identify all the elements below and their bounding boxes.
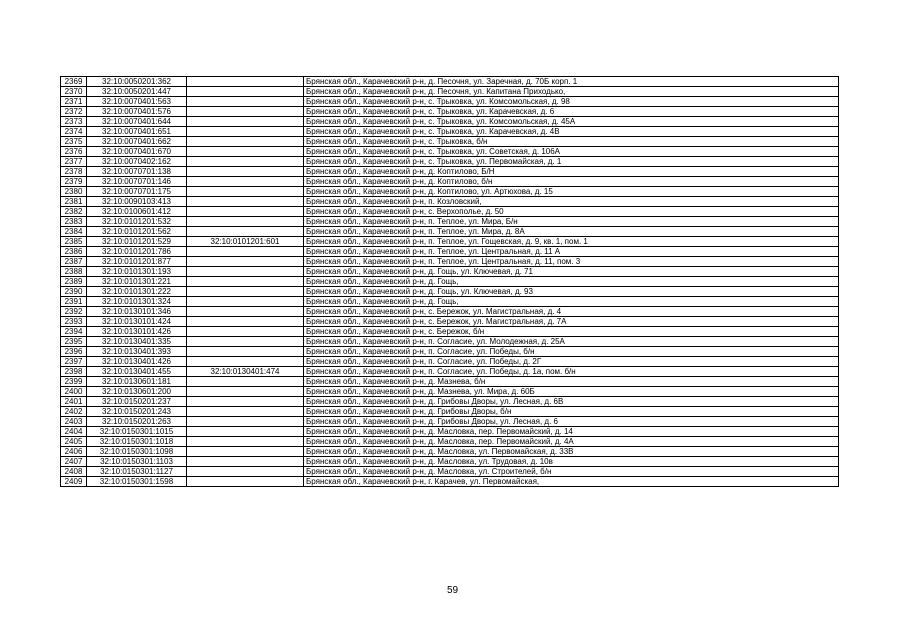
row-number-cell: 2397 (61, 357, 87, 367)
row-number-cell: 2378 (61, 167, 87, 177)
row-number-cell: 2383 (61, 217, 87, 227)
cadastral-number-cell: 32:10:0070401:670 (87, 147, 187, 157)
related-cadastral-number-cell (187, 137, 304, 147)
row-number-cell: 2405 (61, 437, 87, 447)
related-cadastral-number-cell (187, 277, 304, 287)
related-cadastral-number-cell (187, 287, 304, 297)
cadastral-number-cell: 32:10:0101301:193 (87, 267, 187, 277)
address-cell: Брянская обл., Карачевский р-н, с. Трыковка, б/н (304, 137, 839, 147)
row-number-cell: 2388 (61, 267, 87, 277)
table-row (61, 467, 839, 477)
table-row (61, 117, 839, 127)
row-number-cell: 2386 (61, 247, 87, 257)
related-cadastral-number-cell (187, 377, 304, 387)
related-cadastral-number-cell (187, 87, 304, 97)
cadastral-number-cell: 32:10:0130601:200 (87, 387, 187, 397)
cadastral-number-cell: 32:10:0101201:562 (87, 227, 187, 237)
row-number-cell: 2396 (61, 347, 87, 357)
address-cell: Брянская обл., Карачевский р-н, п. Согласие, ул. Победы, д. 2Г (304, 357, 839, 367)
row-number-cell: 2403 (61, 417, 87, 427)
cadastral-number-cell: 32:10:0070701:138 (87, 167, 187, 177)
cadastral-number-cell: 32:10:0070701:146 (87, 177, 187, 187)
row-number-cell: 2387 (61, 257, 87, 267)
related-cadastral-number-cell (187, 197, 304, 207)
register-table-body (61, 77, 839, 487)
related-cadastral-number-cell (187, 267, 304, 277)
cadastral-number-cell: 32:10:0070401:662 (87, 137, 187, 147)
address-cell: Брянская обл., Карачевский р-н, с. Трыковка, ул. Советская, д. 106А (304, 147, 839, 157)
related-cadastral-number-cell (187, 357, 304, 367)
related-cadastral-number-cell (187, 397, 304, 407)
cadastral-number-cell: 32:10:0101301:221 (87, 277, 187, 287)
related-cadastral-number-cell (187, 217, 304, 227)
row-number-cell: 2372 (61, 107, 87, 117)
related-cadastral-number-cell (187, 187, 304, 197)
related-cadastral-number-cell (187, 297, 304, 307)
related-cadastral-number-cell: 32:10:0101201:601 (187, 237, 304, 247)
row-number-cell: 2369 (61, 77, 87, 87)
cadastral-number-cell: 32:10:0100601:412 (87, 207, 187, 217)
address-cell: Брянская обл., Карачевский р-н, д. Гощь, (304, 297, 839, 307)
cadastral-number-cell: 32:10:0070401:563 (87, 97, 187, 107)
table-row (61, 267, 839, 277)
address-cell: Брянская обл., Карачевский р-н, д. Грибовы Дворы, б/н (304, 407, 839, 417)
row-number-cell: 2393 (61, 317, 87, 327)
table-row (61, 87, 839, 97)
related-cadastral-number-cell (187, 117, 304, 127)
row-number-cell: 2376 (61, 147, 87, 157)
related-cadastral-number-cell (187, 207, 304, 217)
related-cadastral-number-cell (187, 387, 304, 397)
address-cell: Брянская обл., Карачевский р-н, д. Гощь, ул. Ключевая, д. 71 (304, 267, 839, 277)
table-row (61, 107, 839, 117)
related-cadastral-number-cell: 32:10:0130401:474 (187, 367, 304, 377)
row-number-cell: 2374 (61, 127, 87, 137)
cadastral-number-cell: 32:10:0150301:1015 (87, 427, 187, 437)
address-cell: Брянская обл., Карачевский р-н, д. Гощь, (304, 277, 839, 287)
cadastral-number-cell: 32:10:0070401:651 (87, 127, 187, 137)
table-row (61, 307, 839, 317)
address-cell: Брянская обл., Карачевский р-н, п. Козловский, (304, 197, 839, 207)
cadastral-number-cell: 32:10:0150201:243 (87, 407, 187, 417)
cadastral-number-cell: 32:10:0101301:324 (87, 297, 187, 307)
address-cell: Брянская обл., Карачевский р-н, с. Бережок, ул. Магистральная, д. 7А (304, 317, 839, 327)
cadastral-number-cell: 32:10:0150201:237 (87, 397, 187, 407)
table-row (61, 417, 839, 427)
address-cell: Брянская обл., Карачевский р-н, д. Масловка, ул. Первомайская, д. 33В (304, 447, 839, 457)
cadastral-number-cell: 32:10:0070402:162 (87, 157, 187, 167)
table-row (61, 457, 839, 467)
table-row (61, 77, 839, 87)
row-number-cell: 2398 (61, 367, 87, 377)
related-cadastral-number-cell (187, 97, 304, 107)
row-number-cell: 2380 (61, 187, 87, 197)
table-row (61, 287, 839, 297)
row-number-cell: 2404 (61, 427, 87, 437)
page-number: 59 (446, 585, 459, 596)
address-cell: Брянская обл., Карачевский р-н, с. Трыковка, ул. Карачевская, д. 4В (304, 127, 839, 137)
row-number-cell: 2401 (61, 397, 87, 407)
related-cadastral-number-cell (187, 427, 304, 437)
related-cadastral-number-cell (187, 447, 304, 457)
table-row (61, 277, 839, 287)
related-cadastral-number-cell (187, 177, 304, 187)
table-row (61, 387, 839, 397)
address-cell: Брянская обл., Карачевский р-н, п. Согласие, ул. Молодежная, д. 25А (304, 337, 839, 347)
address-cell: Брянская обл., Карачевский р-н, д. Коптилово, Б/Н (304, 167, 839, 177)
row-number-cell: 2406 (61, 447, 87, 457)
table-row (61, 147, 839, 157)
table-row (61, 127, 839, 137)
address-cell: Брянская обл., Карачевский р-н, с. Трыковка, ул. Карачевская, д. 6 (304, 107, 839, 117)
cadastral-number-cell: 32:10:0090103:413 (87, 197, 187, 207)
address-cell: Брянская обл., Карачевский р-н, д. Масловка, пер. Первомайский, д. 4А (304, 437, 839, 447)
address-cell: Брянская обл., Карачевский р-н, п. Теплое, ул. Мира, Б/н (304, 217, 839, 227)
related-cadastral-number-cell (187, 157, 304, 167)
address-cell: Брянская обл., Карачевский р-н, п. Теплое, ул. Центральная, д. 11, пом. 3 (304, 257, 839, 267)
table-row (61, 477, 839, 487)
cadastral-number-cell: 32:10:0130101:426 (87, 327, 187, 337)
address-cell: Брянская обл., Карачевский р-н, с. Бережок, б/н (304, 327, 839, 337)
address-cell: Брянская обл., Карачевский р-н, с. Бережок, ул. Магистральная, д. 4 (304, 307, 839, 317)
address-cell: Брянская обл., Карачевский р-н, д. Грибовы Дворы, ул. Лесная, д. 6 (304, 417, 839, 427)
cadastral-number-cell: 32:10:0050201:362 (87, 77, 187, 87)
table-row (61, 317, 839, 327)
table-row (61, 167, 839, 177)
table-row (61, 247, 839, 257)
related-cadastral-number-cell (187, 247, 304, 257)
row-number-cell: 2394 (61, 327, 87, 337)
cadastral-number-cell: 32:10:0070701:175 (87, 187, 187, 197)
row-number-cell: 2371 (61, 97, 87, 107)
cadastral-number-cell: 32:10:0130401:426 (87, 357, 187, 367)
address-cell: Брянская обл., Карачевский р-н, д. Масловка, пер. Первомайский, д. 14 (304, 427, 839, 437)
table-row (61, 227, 839, 237)
table-row (61, 217, 839, 227)
row-number-cell: 2373 (61, 117, 87, 127)
cadastral-number-cell: 32:10:0070401:576 (87, 107, 187, 117)
table-row (61, 367, 839, 377)
related-cadastral-number-cell (187, 307, 304, 317)
table-row (61, 297, 839, 307)
row-number-cell: 2389 (61, 277, 87, 287)
row-number-cell: 2381 (61, 197, 87, 207)
table-row (61, 177, 839, 187)
address-cell: Брянская обл., Карачевский р-н, с. Верхополье, д. 50 (304, 207, 839, 217)
address-cell: Брянская обл., Карачевский р-н, п. Согласие, ул. Победы, д. 1а, пом. б/н (304, 367, 839, 377)
cadastral-number-cell: 32:10:0101301:222 (87, 287, 187, 297)
related-cadastral-number-cell (187, 227, 304, 237)
cadastral-number-cell: 32:10:0150301:1103 (87, 457, 187, 467)
cadastral-number-cell: 32:10:0130101:424 (87, 317, 187, 327)
row-number-cell: 2390 (61, 287, 87, 297)
row-number-cell: 2395 (61, 337, 87, 347)
cadastral-number-cell: 32:10:0150301:1598 (87, 477, 187, 487)
related-cadastral-number-cell (187, 327, 304, 337)
related-cadastral-number-cell (187, 467, 304, 477)
cadastral-number-cell: 32:10:0101201:786 (87, 247, 187, 257)
cadastral-number-cell: 32:10:0101201:529 (87, 237, 187, 247)
table-row (61, 437, 839, 447)
related-cadastral-number-cell (187, 407, 304, 417)
address-cell: Брянская обл., Карачевский р-н, п. Теплое, ул. Мира, д. 8А (304, 227, 839, 237)
address-cell: Брянская обл., Карачевский р-н, д. Песочня, ул. Капитана Приходько, (304, 87, 839, 97)
table-row (61, 337, 839, 347)
address-cell: Брянская обл., Карачевский р-н, д. Мазнева, б/н (304, 377, 839, 387)
cadastral-number-cell: 32:10:0070401:644 (87, 117, 187, 127)
table-row (61, 207, 839, 217)
address-cell: Брянская обл., Карачевский р-н, д. Масловка, ул. Трудовая, д. 10в (304, 457, 839, 467)
related-cadastral-number-cell (187, 457, 304, 467)
related-cadastral-number-cell (187, 317, 304, 327)
table-row (61, 447, 839, 457)
cadastral-number-cell: 32:10:0130101:346 (87, 307, 187, 317)
cadastral-number-cell: 32:10:0150301:1127 (87, 467, 187, 477)
table-row (61, 347, 839, 357)
cadastral-number-cell: 32:10:0101201:877 (87, 257, 187, 267)
table-row (61, 397, 839, 407)
related-cadastral-number-cell (187, 127, 304, 137)
address-cell: Брянская обл., Карачевский р-н, с. Трыковка, ул. Комсомольская, д. 98 (304, 97, 839, 107)
cadastral-number-cell: 32:10:0130601:181 (87, 377, 187, 387)
related-cadastral-number-cell (187, 77, 304, 87)
cadastral-number-cell: 32:10:0150301:1018 (87, 437, 187, 447)
row-number-cell: 2400 (61, 387, 87, 397)
row-number-cell: 2370 (61, 87, 87, 97)
row-number-cell: 2385 (61, 237, 87, 247)
related-cadastral-number-cell (187, 417, 304, 427)
table-row (61, 327, 839, 337)
cadastral-number-cell: 32:10:0130401:393 (87, 347, 187, 357)
row-number-cell: 2382 (61, 207, 87, 217)
cadastral-number-cell: 32:10:0150301:1098 (87, 447, 187, 457)
address-cell: Брянская обл., Карачевский р-н, с. Трыковка, ул. Комсомольская, д. 45А (304, 117, 839, 127)
table-row (61, 237, 839, 247)
row-number-cell: 2377 (61, 157, 87, 167)
cadastral-number-cell: 32:10:0150201:263 (87, 417, 187, 427)
table-row (61, 427, 839, 437)
row-number-cell: 2375 (61, 137, 87, 147)
table-row (61, 97, 839, 107)
row-number-cell: 2407 (61, 457, 87, 467)
register-table (60, 76, 839, 487)
address-cell: Брянская обл., Карачевский р-н, д. Коптилово, ул. Артюхова, д. 15 (304, 187, 839, 197)
address-cell: Брянская обл., Карачевский р-н, п. Теплое, ул. Гощевская, д. 9, кв. 1, пом. 1 (304, 237, 839, 247)
related-cadastral-number-cell (187, 477, 304, 487)
address-cell: Брянская обл., Карачевский р-н, д. Масловка, ул. Строителей, б/н (304, 467, 839, 477)
table-row (61, 377, 839, 387)
address-cell: Брянская обл., Карачевский р-н, п. Согласие, ул. Победы, б/н (304, 347, 839, 357)
related-cadastral-number-cell (187, 167, 304, 177)
table-row (61, 257, 839, 267)
cadastral-number-cell: 32:10:0130401:335 (87, 337, 187, 347)
address-cell: Брянская обл., Карачевский р-н, д. Песочня, ул. Заречная, д. 70Б корп. 1 (304, 77, 839, 87)
related-cadastral-number-cell (187, 337, 304, 347)
row-number-cell: 2384 (61, 227, 87, 237)
table-row (61, 137, 839, 147)
row-number-cell: 2392 (61, 307, 87, 317)
address-cell: Брянская обл., Карачевский р-н, с. Трыковка, ул. Первомайская, д. 1 (304, 157, 839, 167)
related-cadastral-number-cell (187, 437, 304, 447)
cadastral-number-cell: 32:10:0101201:532 (87, 217, 187, 227)
related-cadastral-number-cell (187, 107, 304, 117)
address-cell: Брянская обл., Карачевский р-н, д. Коптилово, б/н (304, 177, 839, 187)
address-cell: Брянская обл., Карачевский р-н, г. Карачев, ул. Первомайская, (304, 477, 839, 487)
address-cell: Брянская обл., Карачевский р-н, п. Теплое, ул. Центральная, д. 11 А (304, 247, 839, 257)
row-number-cell: 2408 (61, 467, 87, 477)
table-row (61, 357, 839, 367)
table-row (61, 187, 839, 197)
cadastral-number-cell: 32:10:0130401:455 (87, 367, 187, 377)
address-cell: Брянская обл., Карачевский р-н, д. Грибовы Дворы, ул. Лесная, д. 6В (304, 397, 839, 407)
address-cell: Брянская обл., Карачевский р-н, д. Гощь, ул. Ключевая, д. 93 (304, 287, 839, 297)
related-cadastral-number-cell (187, 347, 304, 357)
row-number-cell: 2391 (61, 297, 87, 307)
row-number-cell: 2379 (61, 177, 87, 187)
related-cadastral-number-cell (187, 257, 304, 267)
table-row (61, 407, 839, 417)
row-number-cell: 2399 (61, 377, 87, 387)
related-cadastral-number-cell (187, 147, 304, 157)
table-row (61, 157, 839, 167)
address-cell: Брянская обл., Карачевский р-н, д. Мазнева, ул. Мира, д. 60Б (304, 387, 839, 397)
row-number-cell: 2402 (61, 407, 87, 417)
row-number-cell: 2409 (61, 477, 87, 487)
table-row (61, 197, 839, 207)
cadastral-number-cell: 32:10:0050201:447 (87, 87, 187, 97)
